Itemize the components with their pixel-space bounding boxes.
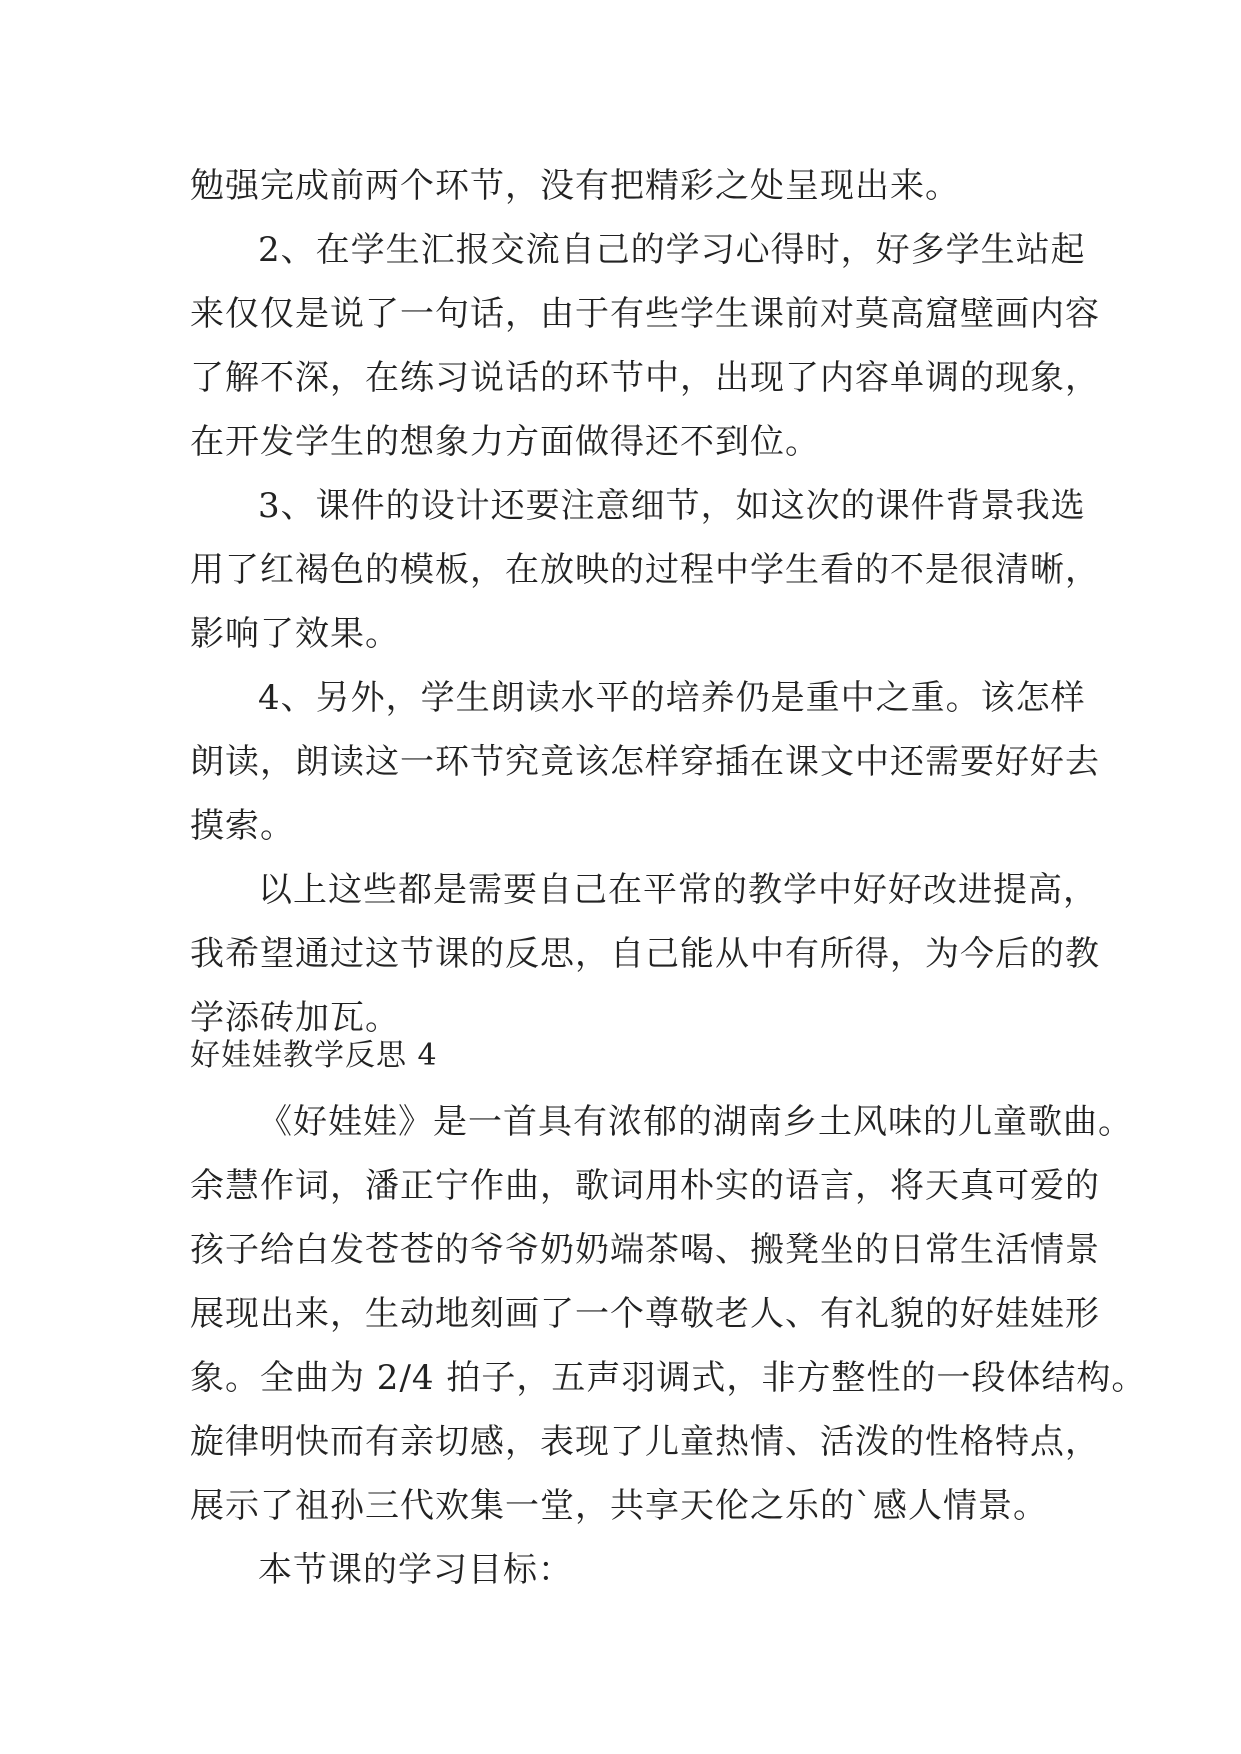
text-line: 我希望通过这节课的反思，自己能从中有所得，为今后的教: [190, 934, 1100, 974]
text-line: 在开发学生的想象力方面做得还不到位。: [190, 422, 820, 462]
reflection-body-4: [190, 1090, 1147, 1602]
text-line: 展现出来，生动地刻画了一个尊敬老人、有礼貌的好娃娃形: [190, 1294, 1100, 1334]
text-line: 来仅仅是说了一句话，由于有些学生课前对莫高窟壁画内容: [190, 294, 1100, 334]
text-line: 2、在学生汇报交流自己的学习心得时，好多学生站起: [258, 230, 1086, 270]
text-line: 展示了祖孙三代欢集一堂，共享天伦之乐的`感人情景。: [190, 1486, 1048, 1526]
text-line: 朗读，朗读这一环节究竟该怎样穿插在课文中还需要好好去: [190, 742, 1100, 782]
text-line: 《好娃娃》是一首具有浓郁的湖南乡土风味的儿童歌曲。: [258, 1102, 1133, 1142]
text-line: 学添砖加瓦。: [190, 998, 400, 1038]
text-line: 本节课的学习目标：: [258, 1550, 573, 1590]
text-line: 影响了效果。: [190, 614, 400, 654]
text-line: 3、课件的设计还要注意细节，如这次的课件背景我选: [258, 486, 1086, 526]
text-line: 4、另外，学生朗读水平的培养仍是重中之重。该怎样: [258, 678, 1086, 718]
text-line: 摸索。: [190, 806, 295, 846]
text-line: 了解不深，在练习说话的环节中，出现了内容单调的现象，: [190, 358, 1100, 398]
text-line: 余慧作词，潘正宁作曲，歌词用朴实的语言，将天真可爱的: [190, 1166, 1100, 1206]
text-line: 旋律明快而有亲切感，表现了儿童热情、活泼的性格特点，: [190, 1422, 1100, 1462]
text-line: 以上这些都是需要自己在平常的教学中好好改进提高，: [258, 870, 1098, 910]
text-line: 用了红褐色的模板，在放映的过程中学生看的不是很清晰，: [190, 550, 1100, 590]
text-line: 勉强完成前两个环节，没有把精彩之处呈现出来。: [190, 166, 960, 206]
text-line: 象。全曲为 2/4 拍子，五声羽调式，非方整性的一段体结构。: [190, 1358, 1147, 1398]
section-heading: 好娃娃教学反思 4: [190, 1038, 438, 1073]
reflection-body-continued: [190, 154, 1100, 1050]
text-line: 孩子给白发苍苍的爷爷奶奶端茶喝、搬凳坐的日常生活情景: [190, 1230, 1100, 1270]
